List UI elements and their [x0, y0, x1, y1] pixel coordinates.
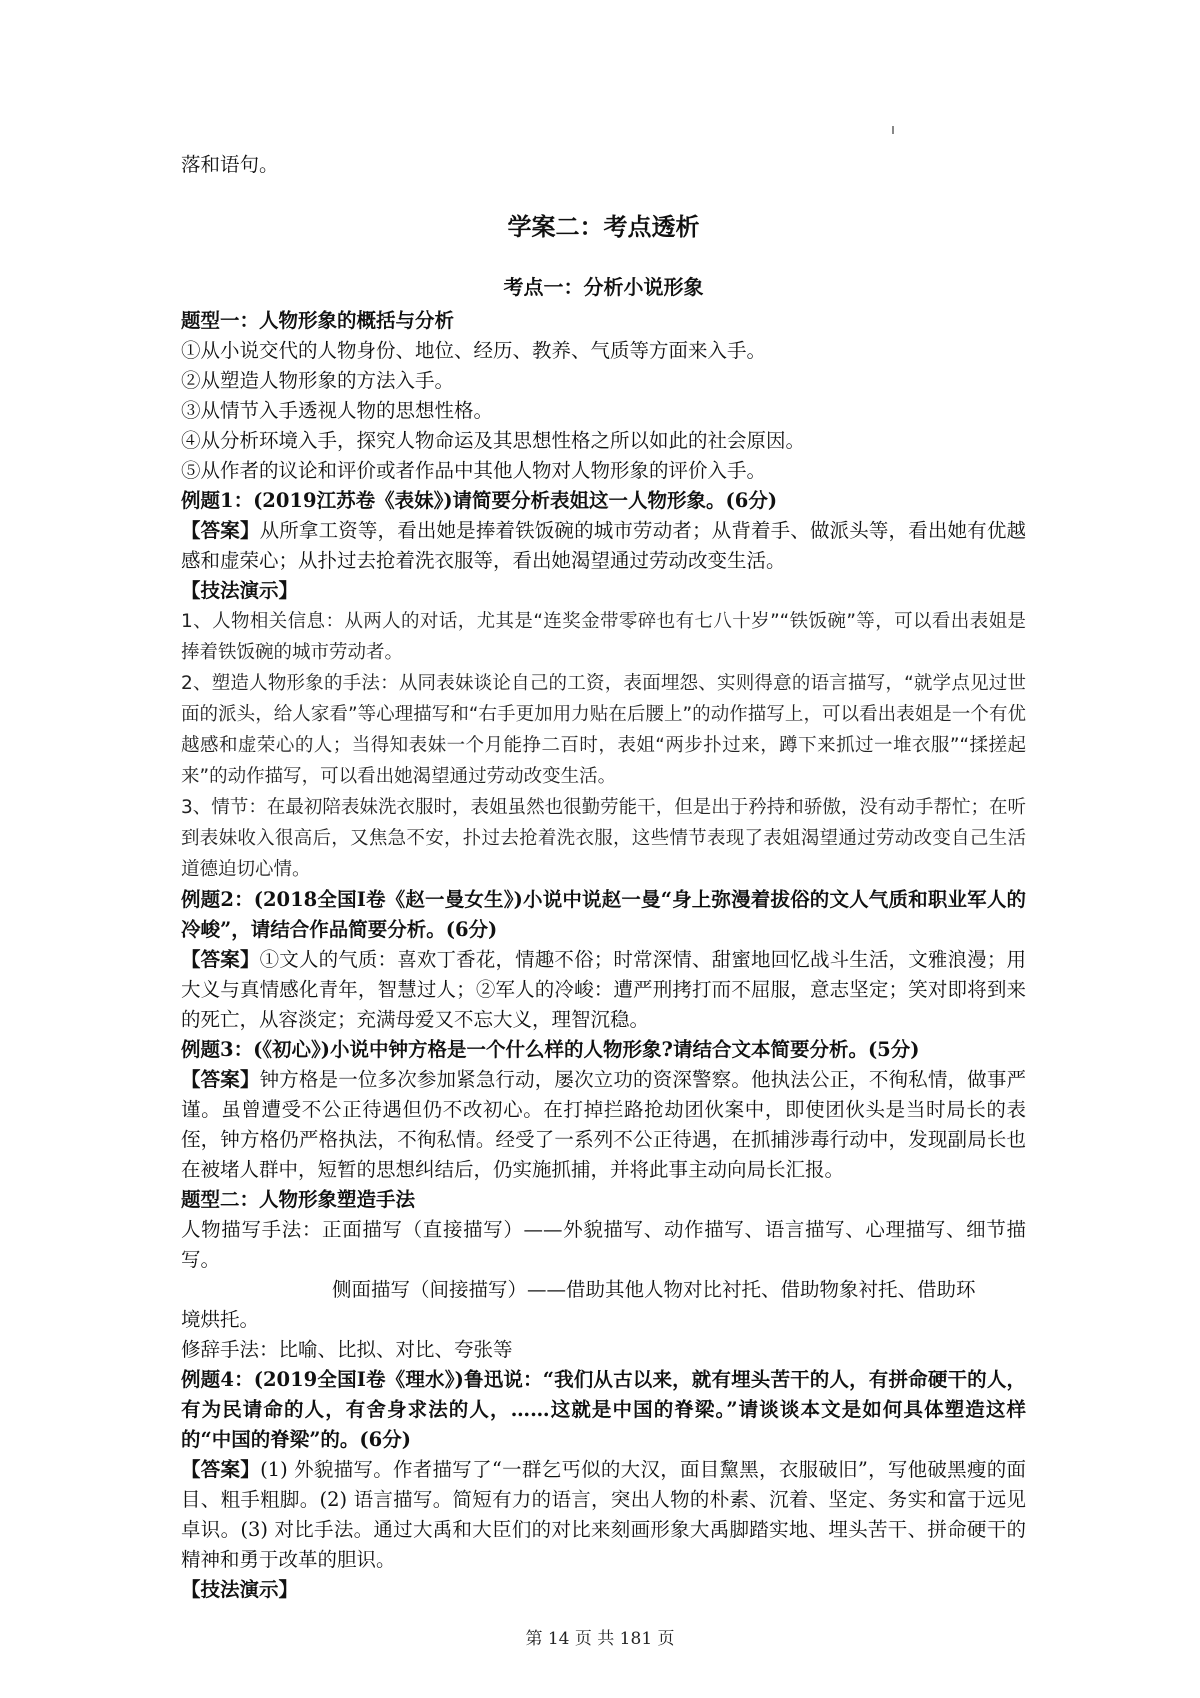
- answer-label: 【答案】: [181, 1458, 261, 1481]
- answer-label: 【答案】: [181, 519, 260, 542]
- type1-item-2: ②从塑造人物形象的方法入手。: [181, 369, 455, 392]
- demo-point-3: 3、情节：在最初陪表妹洗衣服时，表姐虽然也很勤劳能干，但是出于矜持和骄傲，没有动手帮忙；在听到表妹收入很高后，又焦急不安，扑过去抢着洗衣服，这些情节表现了表姐渴望通过劳动改变自己生活道德迫切心情。: [181, 797, 1026, 880]
- answer-label: 【答案】: [181, 1068, 260, 1091]
- demo-point-1: 1、人物相关信息：从两人的对话，尤其是“连奖金带零碎也有七八十岁”“铁饭碗”等，可以看出表姐是捧着铁饭碗的城市劳动者。: [181, 611, 1026, 663]
- section-title: 学案二：考点透析: [507, 212, 700, 241]
- example4-question: 例题4：(2019全国Ⅰ卷《理水》)鲁迅说：“我们从古以来，就有埋头苦干的人，有拼命硬干的人，有为民请命的人，有舍身求法的人，……这就是中国的脊梁。”请谈谈本文是如何具体塑造这样的“中国的脊梁”的。(6分): [181, 1368, 1026, 1451]
- type1-item-3: ③从情节入手透视人物的思想性格。: [181, 399, 494, 422]
- scan-mark: [892, 126, 894, 134]
- example4-demo-label: 【技法演示】: [181, 1578, 299, 1601]
- page-footer: 第 14 页 共 181 页: [525, 1629, 675, 1649]
- subsection-title: 考点一：分析小说形象: [503, 275, 704, 299]
- example3-question: 例题3：(《初心》)小说中钟方格是一个什么样的人物形象?请结合文本简要分析。(5分): [181, 1038, 920, 1061]
- type2-heading: 题型二：人物形象塑造手法: [181, 1188, 416, 1211]
- answer-text: 从所拿工资等，看出她是捧着铁饭碗的城市劳动者；从背着手、做派头等，看出她有优越感和虚荣心；从扑过去抢着洗衣服等，看出她渴望通过劳动改变生活。: [181, 519, 1026, 572]
- answer-text: (1) 外貌描写。作者描写了“一群乞丐似的大汉，面目黧黑，衣服破旧”，写他破黑瘦的面目、粗手粗脚。(2) 语言描写。简短有力的语言，突出人物的朴素、沉着、坚定、务实和富于远见卓识。(3) 对比手法。通过大禹和大臣们的对比来刻画形象大禹脚踏实地、埋头苦干、拼命硬干的精神和勇于改革的胆识。: [181, 1458, 1026, 1571]
- type2-line-2a: 侧面描写（间接描写）——借助其他人物对比衬托、借助物象衬托、借助环: [332, 1278, 976, 1301]
- answer-text: 钟方格是一位多次参加紧急行动，屡次立功的资深警察。他执法公正，不徇私情，做事严谨。虽曾遭受不公正待遇但仍不改初心。在打掉拦路抢劫团伙案中，即使团伙头是当时局长的表侄，钟方格仍严格执法，不徇私情。经受了一系列不公正待遇，在抓捕涉毒行动中，发现副局长也在被堵人群中，短暂的思想纠结后，仍实施抓捕，并将此事主动向局长汇报。: [181, 1068, 1026, 1181]
- example1-demo-label: 【技法演示】: [181, 579, 299, 602]
- example2-answer: [181, 945, 1026, 1035]
- top-fragment: 落和语句。: [181, 153, 279, 176]
- type2-line-3: 修辞手法：比喻、比拟、对比、夸张等: [181, 1338, 513, 1361]
- type1-heading: 题型一：人物形象的概括与分析: [181, 309, 455, 332]
- answer-text: ①文人的气质：喜欢丁香花，情趣不俗；时常深情、甜蜜地回忆战斗生活，文雅浪漫；用大义与真情感化青年，智慧过人；②军人的冷峻：遭严刑拷打而不屈服，意志坚定；笑对即将到来的死亡，从容淡定；充满母爱又不忘大义，理智沉稳。: [181, 948, 1026, 1031]
- type2-line-2b: 境烘托。: [181, 1308, 260, 1331]
- page-content: [181, 150, 1026, 1605]
- type1-item-5: ⑤从作者的议论和评价或者作品中其他人物对人物形象的评价入手。: [181, 459, 767, 482]
- answer-label: 【答案】: [181, 948, 260, 971]
- type1-item-4: ④从分析环境入手，探究人物命运及其思想性格之所以如此的社会原因。: [181, 429, 806, 452]
- example2-question: 例题2：(2018全国Ⅰ卷《赵一曼女生》)小说中说赵一曼“身上弥漫着拔俗的文人气质和职业军人的冷峻”，请结合作品简要分析。(6分): [181, 888, 1026, 941]
- demo-point-2: 2、塑造人物形象的手法：从同表妹谈论自己的工资，表面埋怨、实则得意的语言描写，“就学点见过世面的派头，给人家看”等心理描写和“右手更加用力贴在后腰上”的动作描写上，可以看出表姐是一个有优越感和虚荣心的人；当得知表妹一个月能挣二百时，表姐“两步扑过来，蹲下来抓过一堆衣服”“揉搓起来”的动作描写，可以看出她渴望通过劳动改变生活。: [181, 673, 1026, 787]
- example4-answer: [181, 1455, 1026, 1575]
- example1-question: 例题1：(2019江苏卷《表妹》)请简要分析表姐这一人物形象。(6分): [181, 489, 778, 512]
- example1-answer: [181, 516, 1026, 576]
- example3-answer: [181, 1065, 1026, 1185]
- type1-item-1: ①从小说交代的人物身份、地位、经历、教养、气质等方面来入手。: [181, 339, 767, 362]
- type2-line-1: 人物描写手法：正面描写（直接描写）——外貌描写、动作描写、语言描写、心理描写、细节描写。: [181, 1218, 1026, 1271]
